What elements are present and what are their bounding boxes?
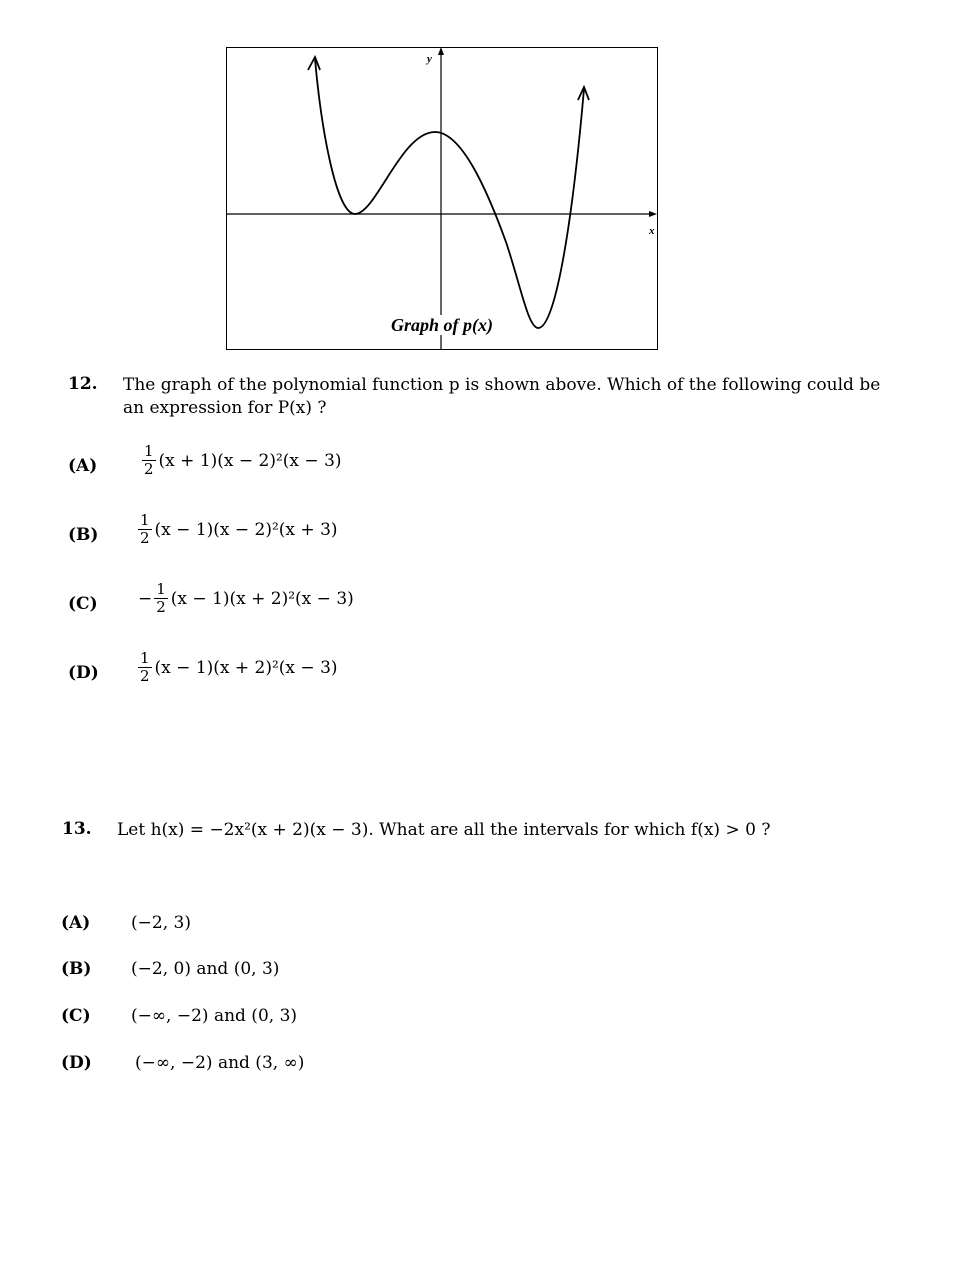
q13-option-d[interactable]: (−∞, −2) and (3, ∞) <box>135 1053 305 1073</box>
q12-option-b-letter: (B) <box>68 525 99 545</box>
q12-option-d-letter: (D) <box>68 663 99 683</box>
q13-option-a[interactable]: (−2, 3) <box>131 913 191 933</box>
q12-option-c-letter: (C) <box>68 594 98 614</box>
x-axis-label: x <box>649 225 655 237</box>
q12-option-d[interactable]: $\frac{1}{2}$ (x − 1)(x + 2)²(x − 3) <box>140 649 338 685</box>
graph-svg <box>226 47 658 350</box>
graph-frame <box>227 48 658 350</box>
fraction: $\frac{1}{2}$ <box>144 442 154 478</box>
question-13-number: 13. <box>62 819 92 839</box>
q13-option-c-letter: (C) <box>61 1006 91 1026</box>
fraction: $\frac{1}{2}$ <box>140 649 150 685</box>
polynomial-graph <box>226 47 658 350</box>
q12-option-a[interactable]: $\frac{1}{2}$ (x + 1)(x − 2)²(x − 3) <box>144 442 342 478</box>
fraction: $\frac{1}{2}$ <box>156 580 166 616</box>
question-13-text: Let h(x) = −2x²(x + 2)(x − 3). What are all the intervals for which f(x) > 0 ? <box>117 820 771 840</box>
q12-option-b[interactable]: $\frac{1}{2}$ (x − 1)(x − 2)²(x + 3) <box>140 511 338 547</box>
y-axis-label: y <box>427 53 432 65</box>
question-12-text: The graph of the polynomial function p is shown above. Which of the following could be an expression for P(x) ? <box>123 375 881 418</box>
q13-option-c[interactable]: (−∞, −2) and (0, 3) <box>131 1006 298 1026</box>
q12-option-a-letter: (A) <box>68 456 98 476</box>
question-12-number: 12. <box>68 374 98 394</box>
q13-option-d-letter: (D) <box>61 1053 92 1073</box>
graph-caption: Graph of p(x) <box>391 315 493 335</box>
q12-option-c[interactable]: − $\frac{1}{2}$ (x − 1)(x + 2)²(x − 3) <box>138 580 354 616</box>
fraction: $\frac{1}{2}$ <box>140 511 150 547</box>
q13-option-b[interactable]: (−2, 0) and (0, 3) <box>131 959 280 979</box>
q13-option-b-letter: (B) <box>61 959 92 979</box>
q13-option-a-letter: (A) <box>61 913 91 933</box>
